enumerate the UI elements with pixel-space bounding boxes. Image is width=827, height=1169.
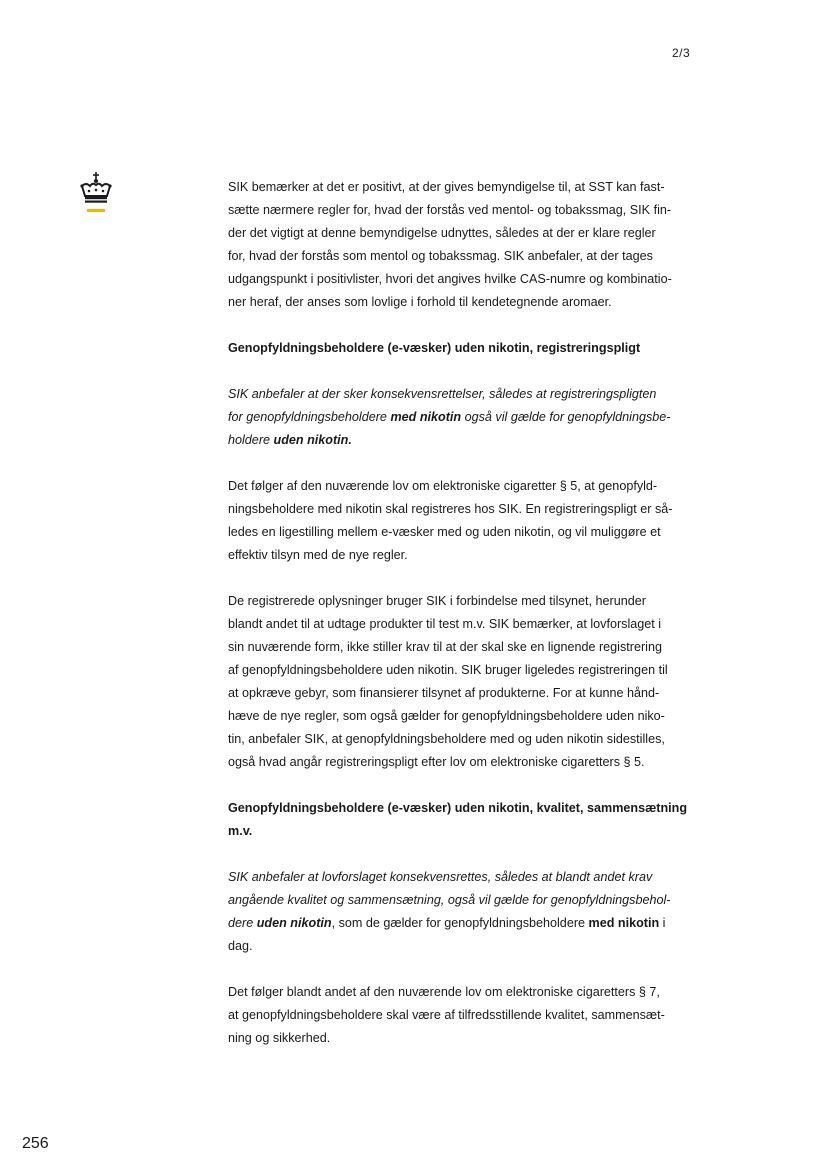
paragraph-registration-data: De registrerede oplysninger bruger SIK i forbindelse med tilsynet, herunder blandt andet til at udtage produkter til test m.v. SIK bemærker, at lovforslaget i sin nuværende form, ikke stiller krav til at der skal ske en lignende registrering af genopfyldningsbeholdere uden nikotin. SIK bruger ligeledes registreringen til at opkræve gebyr, som finansierer tilsynet af produkterne. For at kunne hånd- hæve de nye regler, som også gælder for genopfyldningsbeholdere uden niko- tin, anbefaler SIK, at genopfyldningsbeholdere med og uden nikotin sidestilles, også hvad angår registreringspligt efter lov om elektroniske cigaretters § 5. [228, 594, 668, 769]
paragraph-quality-law: Det følger blandt andet af den nuværende lov om elektroniske cigaretters § 7, at genopfyldningsbeholdere skal være af tilfredsstillende kvalitet, sammensæt- ning og sikkerhed. [228, 985, 665, 1045]
recommendation-registration: SIK anbefaler at der sker konsekvensrettelser, således at registreringspligten for genopfyldningsbeholdere med nikotin også vil gælde for genopfyldningsbe- holdere uden nikotin. [228, 387, 671, 447]
letter-body [228, 176, 694, 1050]
section-heading-quality: Genopfyldningsbeholdere (e-væsker) uden nikotin, kvalitet, sammensætning m.v. [228, 801, 688, 838]
paragraph-flavour-regulation: SIK bemærker at det er positivt, at der gives bemyndigelse til, at SST kan fast- sætte nærmere regler for, hvad der forstås ved mentol- og tobakssmag, SIK fin- der det vigtigt at denne bemyndigelse udnyttes, således at der er klare regler for, hvad der forstås som mentol og tobakssmag. SIK anbefaler, at der tages udgangspunkt i positivlister, hvori det angives hvilke CAS-numre og kombinatio- ner heraf, der anses som lovlige i forhold til kendetegnende aromaer. [228, 180, 672, 309]
section-heading-registration: Genopfyldningsbeholdere (e-væsker) uden nikotin, registreringspligt [228, 341, 641, 355]
page-indicator: 2/3 [672, 46, 691, 60]
recommendation-quality: SIK anbefaler at lovforslaget konsekvensrettes, således at blandt andet krav angående kvalitet og sammensætning, også vil gælde for genopfyldningsbehol- dere uden nikotin, som de gælder for genopfyldningsbeholdere med nikotin i dag. [228, 870, 671, 953]
page-number: 256 [22, 1135, 49, 1152]
paragraph-registration-law: Det følger af den nuværende lov om elektroniske cigaretter § 5, at genopfyld- ningsbeholdere med nikotin skal registreres hos SIK. En registreringspligt er så- ledes en ligestilling mellem e-væsker med og uden nikotin, og vil muliggøre et effektiv tilsyn med de nye regler. [228, 479, 673, 562]
crown-icon [80, 172, 112, 214]
